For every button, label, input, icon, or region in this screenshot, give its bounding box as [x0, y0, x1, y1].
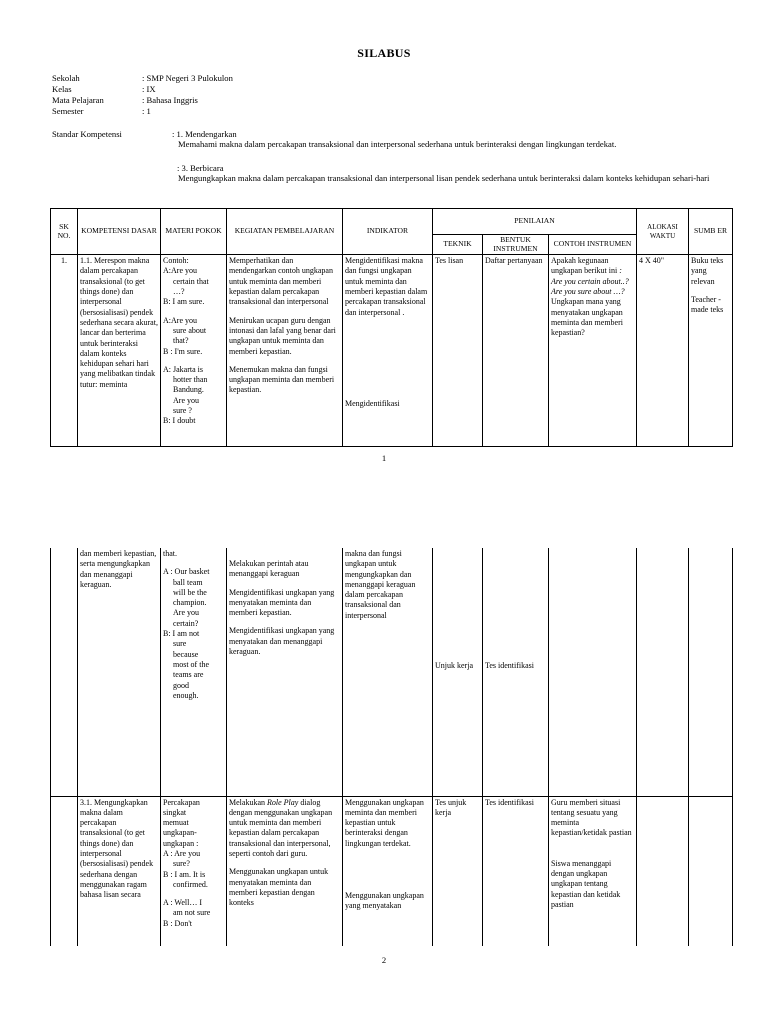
page-number: 1 [381, 453, 387, 463]
header-indikator: INDIKATOR [343, 209, 433, 255]
header-sumber: SUMB ER [689, 209, 733, 255]
materi-line: A:Are you [163, 266, 197, 276]
info-value: : 1 [142, 106, 151, 116]
materi-line: sure? [173, 859, 190, 869]
materi-line: because [173, 649, 199, 659]
info-value: : IX [142, 84, 156, 94]
indikator-text: Mengidentifikasi [345, 398, 400, 408]
role-play-text: Role Play [267, 797, 299, 807]
materi-line: A: Jakarta is [163, 364, 203, 374]
row1-kegiatan [227, 255, 343, 447]
materi-line: champion. [173, 598, 207, 608]
sk3-description: Mengungkapkan makna dalam percakapan transaksional dan interpersonal lisan pendek sederhana untuk berinteraksi dalam konteks kehidupan sehari-hari [178, 173, 710, 183]
row3-kegiatan [227, 796, 343, 946]
contoh-text: Guru memberi situasi tentang sesuatu yang meminta kepastian/ketidak pastian [551, 797, 632, 838]
kegiatan-item: Memperhatikan dan mendengarkan contoh ungkapan untuk meminta dan memberi kepastian dalam percakapan transaksional dan interpersonal [229, 256, 333, 307]
teknik-text: Unjuk kerja [435, 661, 473, 670]
materi-line: A : Our basket [163, 567, 210, 577]
kegiatan-text: dialog dengan menggunakan ungkapan untuk meminta dan memberi kepastian dalam percakapan transaksional dan interpersonal, seperti contoh dari guru. [229, 797, 333, 858]
row1-kompetensi: 1.1. Merespon makna dalam percakapan transaksional (to get things done) dan interpersonal (bersosialisasi) pendek sederhana secara akurat, lancar dan berterima untuk berinteraksi dalam konteks kehidupan sehari hari yang melibatkan tindak tutur: meminta [78, 255, 161, 447]
header-kompetensi: KOMPETENSI DASAR [78, 209, 161, 255]
row1-alokasi: 4 X 40" [637, 255, 689, 447]
row3-teknik: Tes unjuk kerja [433, 796, 483, 946]
materi-line: B : I am. It is [163, 869, 206, 879]
row1-sumber [689, 255, 733, 447]
page-title: SILABUS [357, 46, 411, 60]
row3-kompetensi: 3.1. Mengungkapkan makna dalam percakapan transaksional (to get things done) dan interpersonal (bersosialisasi) pendek sederhana dengan menggunakan ragam bahasa lisan secara [78, 796, 161, 946]
contoh-text: Are you sure about …? [551, 287, 625, 297]
materi-line: memuat [163, 818, 189, 828]
info-value: : Bahasa Inggris [142, 95, 198, 105]
materi-line: …? [173, 287, 185, 297]
header-kegiatan: KEGIATAN PEMBELAJARAN [227, 209, 343, 255]
row3-indikator [343, 796, 433, 946]
materi-line: B: I doubt [163, 416, 196, 426]
row1-indikator [343, 255, 433, 447]
sk1-description: Memahami makna dalam percakapan transaksional dan interpersonal sederhana untuk berinteraksi dengan lingkungan terdekat. [178, 139, 617, 149]
syllabus-table-page1 [50, 208, 733, 447]
materi-line: enough. [173, 690, 199, 700]
sk1-heading: : 1. Mendengarkan [172, 129, 237, 139]
row1-bentuk: Daftar pertanyaan [483, 255, 549, 447]
materi-line: ungkapan- [163, 828, 197, 838]
materi-line: Contoh: [163, 256, 189, 266]
info-label: Sekolah [52, 73, 80, 83]
materi-line: B : I'm sure. [163, 346, 203, 356]
row2-teknik [433, 548, 483, 796]
header-contoh: CONTOH INSTRUMEN [549, 235, 637, 255]
indikator-text: Mengidentifikasi makna dan fungsi ungkapan untuk meminta dan memberi kepastian dalam percakapan transaksional dan interpersonal . [345, 256, 428, 317]
sumber-text: Teacher - made teks [691, 295, 724, 315]
materi-line: that. [163, 549, 177, 558]
materi-line: certain? [173, 618, 199, 628]
contoh-text: Ungkapan mana yang menyatakan ungkapan meminta dan memberi kepastian? [551, 297, 623, 338]
info-label: Semester [52, 106, 84, 116]
sumber-text: Buku teks yang relevan [691, 256, 724, 286]
info-value: : SMP Negeri 3 Pulokulon [142, 73, 233, 83]
row1-no: 1. [51, 255, 78, 447]
row2-kegiatan [227, 548, 343, 796]
materi-line: ball team [173, 577, 203, 587]
materi-line: sure about [173, 325, 207, 335]
standar-kompetensi [52, 129, 732, 183]
info-label: Kelas [52, 84, 72, 94]
row2-bentuk [483, 548, 549, 796]
row2-materi [161, 548, 227, 796]
header-penilaian: PENILAIAN [433, 209, 637, 235]
materi-line: teams are [173, 670, 204, 680]
row3-materi [161, 796, 227, 946]
row3-contoh [549, 796, 637, 946]
header-materi: MATERI POKOK [161, 209, 227, 255]
materi-line: Are you [173, 395, 199, 405]
header-bentuk: BENTUK INSTRUMEN [483, 235, 549, 255]
info-label: Mata Pelajaran [52, 95, 104, 105]
materi-line: A:Are you [163, 315, 197, 325]
materi-line: will be the [173, 587, 207, 597]
materi-line: Bandung. [173, 385, 204, 395]
row2-kompetensi: dan memberi kepastian, serta mengungkapkan dan menanggapi keraguan. [78, 548, 161, 796]
kegiatan-text: Melakukan [229, 797, 267, 807]
materi-line: singkat [163, 807, 187, 817]
materi-line: B: I am sure. [163, 297, 205, 307]
materi-line: Percakapan [163, 797, 200, 807]
materi-line: ungkapan : [163, 838, 199, 848]
materi-line: A : Are you [163, 848, 201, 858]
header-sk-no: SK NO. [51, 209, 78, 255]
materi-line: hotter than [173, 375, 208, 385]
materi-line: good [173, 680, 189, 690]
row3-bentuk: Tes identifikasi [483, 796, 549, 946]
syllabus-table-page2 [50, 548, 733, 946]
bentuk-text: Tes identifikasi [485, 661, 534, 670]
indikator-text: Menggunakan ungkapan meminta dan memberi kepastian untuk berinteraksi dengan lingkungan terdekat. [345, 797, 424, 848]
materi-line: Are you [173, 608, 199, 618]
kegiatan-item: Mengidentifikasi ungkapan yang menyatakan meminta dan memberi kepastian. [229, 587, 335, 618]
kegiatan-item: Melakukan perintah atau menanggapi keraguan [229, 559, 309, 579]
kegiatan-item: Menirukan ucapan guru dengan intonasi dan lafal yang benar dari ungkapan untuk meminta dan memberi kepastian. [229, 315, 336, 356]
materi-line: certain that [173, 276, 209, 286]
contoh-text: Apakah kegunaan ungkapan berikut ini [551, 256, 618, 276]
row1-materi [161, 255, 227, 447]
standar-label: Standar Kompetensi [52, 129, 122, 139]
contoh-text: : Are you certain about..? [551, 266, 629, 286]
kegiatan-item: Menemukan makna dan fungsi ungkapan meminta dan memberi kepastian. [229, 364, 335, 395]
materi-line: confirmed. [173, 879, 208, 889]
kegiatan-text: Menggunakan ungkapan untuk menyatakan meminta dan memberi kepastian dengan konteks [229, 867, 329, 908]
sk3-heading: : 3. Berbicara [177, 163, 224, 173]
materi-line: sure [173, 639, 187, 649]
row1-contoh [549, 255, 637, 447]
header-alokasi: ALOKASI WAKTU [637, 209, 689, 255]
materi-line: am not sure [173, 908, 211, 918]
materi-line: that? [173, 336, 189, 346]
materi-line: most of the [173, 659, 209, 669]
header-teknik: TEKNIK [433, 235, 483, 255]
indikator-text: Menggunakan ungkapan yang menyatakan [345, 890, 424, 911]
contoh-text: Siswa menanggapi dengan ungkapan ungkapan tentang kepastian dan ketidak pastian [551, 858, 621, 909]
materi-line: A : Well… I [163, 898, 202, 908]
materi-line: sure ? [173, 406, 192, 416]
materi-line: B: I am not [163, 629, 200, 639]
kegiatan-item: Mengidentifikasi ungkapan yang menyatakan dan menanggapi keraguan. [229, 626, 335, 657]
row1-teknik: Tes lisan [433, 255, 483, 447]
materi-line: B : Don't [163, 918, 192, 928]
page-number: 2 [381, 955, 387, 965]
row2-indikator: makna dan fungsi ungkapan untuk mengungkapkan dan menanggapi keraguan dalam percakapan transaksional dan interpersonal [343, 548, 433, 796]
